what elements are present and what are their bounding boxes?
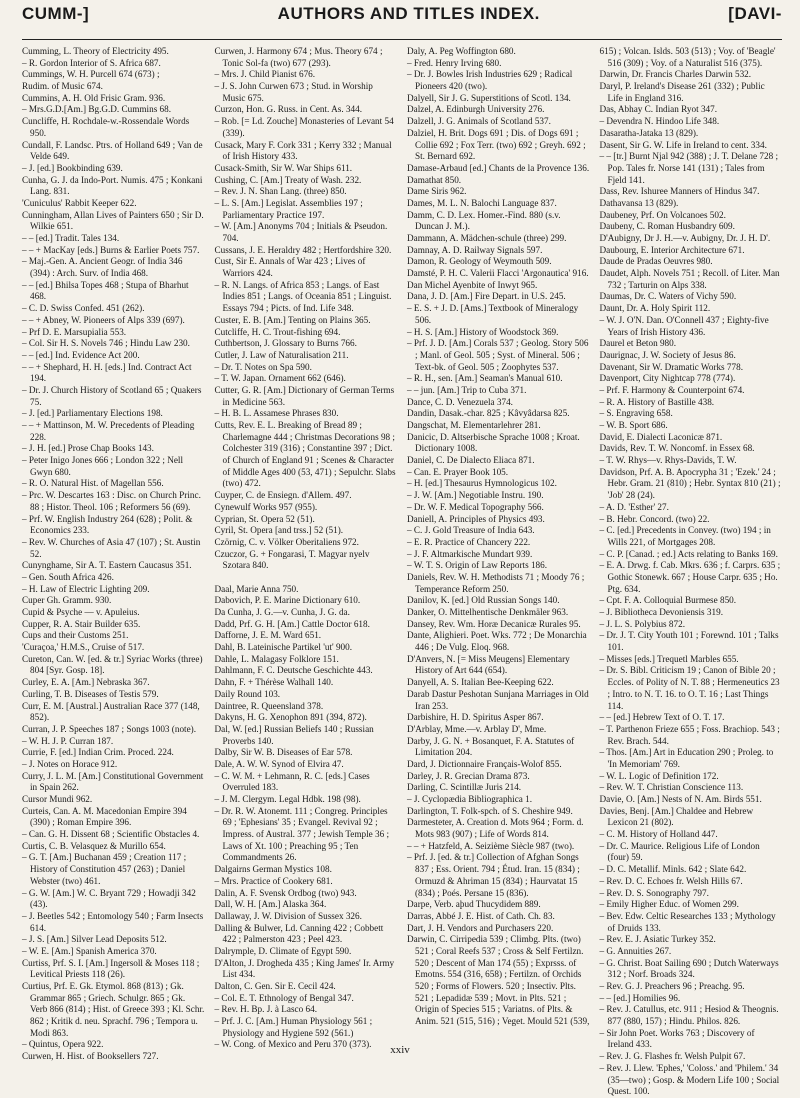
index-entry: – C. J. Gold Treasure of India 643. xyxy=(407,525,535,536)
index-entry: – Rev. W. Churches of Asia 47 (107) ; St. Austin 52. xyxy=(22,536,201,559)
index-entry: Davids, Rev. T. W. Noncomf. in Essex 68. xyxy=(599,443,755,454)
index-entry: – S. Engraving 658. xyxy=(599,408,673,419)
index-entry: Custer, E. B. [Am.] Tenting on Plains 365. xyxy=(214,314,371,325)
index-entry: Darby, J. G. N. + Bosanquet, F. A. Statutes of Limitation 204. xyxy=(407,735,575,758)
index-entry: Daurel et Beton 980. xyxy=(599,338,677,349)
index-entry: Dalyell, Sir J. G. Superstitions of Scotl. 134. xyxy=(407,92,571,103)
index-entry: Dasent, Sir G. W. Life in Ireland to cent. 334. xyxy=(599,139,767,150)
index-entry: Dathavansa 13 (829). xyxy=(599,197,679,208)
index-entry: – J. Beetles 542 ; Entomology 540 ; Farm Insects 614. xyxy=(22,910,204,933)
index-entry: – – jun. [Am.] Trip to Cuba 371. xyxy=(407,384,527,395)
index-entry: – T. Parthenon Frieze 655 ; Foss. Brachiop. 543 ; Rev. Brach. 544. xyxy=(599,723,780,746)
index-entry: – Rev. G. J. Preachers 96 ; Preachg. 95. xyxy=(599,981,745,991)
index-entry: D'Arblay, Mme.—v. Arblay D', Mme. xyxy=(407,723,547,734)
index-entry: Curling, T. B. Diseases of Testis 579. xyxy=(22,688,159,699)
index-entry: Davidson, Prf. A. B. Apocrypha 31 ; 'Ezek.' 24 ; Hebr. Gram. 21 (810) ; Hebr. Syntax 810 (21) ; 'Job' 28 (24). xyxy=(599,466,781,501)
index-entry: Darwin, Dr. Francis Charles Darwin 532. xyxy=(599,69,752,80)
index-entry: Dallaway, J. W. Division of Sussex 326. xyxy=(214,910,362,921)
index-entry: – C. D. Swiss Confed. 451 (262). xyxy=(22,303,145,314)
index-entry: – Prc. W. Descartes 163 : Disc. on Church Princ. 88 ; Histor. Theol. 106 ; Reformers 56 (69). xyxy=(22,490,201,512)
index-entry: Daudet, Alph. Novels 751 ; Recoll. of Liter. Man 732 ; Tarturin on Alps 338. xyxy=(599,268,780,290)
index-entry: Dal, W. [ed.] Russian Beliefs 140 ; Russian Proverbs 140. xyxy=(214,723,374,746)
index-entry: Darlington, T. Folk-spch. of S. Cheshire 949. xyxy=(407,805,573,816)
index-entry: Dansey, Rev. Wm. Horæ Decanicæ Rurales 95. xyxy=(407,618,581,629)
index-entry: – Rev. H. Bp. J. à Lasco 64. xyxy=(214,1004,317,1015)
index-entry: Cundall, F. Landsc. Ptrs. of Holland 649 ; Van de Velde 649. xyxy=(22,139,203,162)
index-entry: Daniell, A. Principles of Physics 493. xyxy=(407,513,545,524)
index-entry: – Col. E. T. Ethnology of Bengal 347. xyxy=(214,992,354,1003)
index-entry: Daryl, P. Ireland's Disease 261 (332) ; Public Life in England 316. xyxy=(599,81,765,103)
index-entry: – W. B. Sport 686. xyxy=(599,420,668,430)
index-entry: – J. H. [ed.] Prose Chap Books 143. xyxy=(22,443,154,454)
index-entry: Dahn, F. + Thérèse Walhall 140. xyxy=(214,677,334,688)
index-entry: – R. O. Natural Hist. of Magellan 556. xyxy=(22,478,164,489)
index-entry: Darab Dastur Peshotan Sunjana Marriages in Old Iran 253. xyxy=(407,688,589,711)
index-entry: Cynewulf Works 957 (955). xyxy=(214,501,318,512)
index-entry: – W. L. Logic of Definition 172. xyxy=(599,770,719,781)
index-entry: Danicic, D. Altserbische Sprache 1008 ; Kroat. Dictionary 1008. xyxy=(407,431,580,454)
index-entry: Curley, E. A. [Am.] Nebraska 367. xyxy=(22,677,150,688)
index-entry: – Rev. J. N. Shan Lang. (three) 850. xyxy=(214,186,347,197)
index-entry: – Fred. Henry Irving 680. xyxy=(407,57,502,68)
index-entry: – Quintus, Opera 922. xyxy=(22,1039,104,1050)
index-entry: – – + Shephard, H. H. [eds.] Ind. Contract Act 194. xyxy=(22,361,192,384)
index-entry: D'Aubigny, Dr J. H.—v. Aubigny, Dr. J. H. D'. xyxy=(599,233,771,243)
index-entry: – Can. E. Prayer Book 105. xyxy=(407,466,509,477)
index-entry: Cuthbertson, J. Glossary to Burns 766. xyxy=(214,338,357,349)
index-entry: – T. W. Rhys—v. Rhys-Davids, T. W. xyxy=(599,455,737,466)
index-entry: Czörnig, C. v. Völker Oberitaliens 972. xyxy=(214,536,359,547)
index-entry: – G. T. [Am.] Buchanan 459 ; Creation 117 ; History of Constitution 457 (263) ; Daniel Webster (two) 461. xyxy=(22,852,187,886)
index-entry: Curzon, Hon. G. Russ. in Cent. As. 344. xyxy=(214,104,363,115)
index-entry: Dana, J. D. [Am.] Fire Depart. in U.S. 245. xyxy=(407,291,566,302)
index-entry: Cusack-Smith, Sir W. War Ships 611. xyxy=(214,162,353,173)
index-entry: – H. S. [Am.] History of Woodstock 369. xyxy=(407,326,559,337)
index-entry: – Dr. T. Notes on Spa 590. xyxy=(214,361,312,372)
index-entry: Dart, J. H. Vendors and Purchasers 220. xyxy=(407,922,554,933)
index-entry: – Cpt. F. A. Colloquial Burmese 850. xyxy=(599,595,737,606)
index-entry: Darmesteter, A. Creation d. Mots 964 ; Form. d. Mots 983 (907) ; Life of Words 814. xyxy=(407,817,584,840)
index-entry: Danker, O. Mittelhentische Denkmäler 963. xyxy=(407,607,569,617)
index-entry: Dame Siris 962. xyxy=(407,186,467,197)
page-number: xxiv xyxy=(390,1044,410,1056)
index-entry: Czuczor, G. + Fongarasi, T. Magyar nyelv Szotara 840. xyxy=(214,548,370,571)
index-entry: Davenant, Sir W. Dramatic Works 778. xyxy=(599,361,744,372)
index-entry: Dale, A. W. W. Synod of Elvira 47. xyxy=(214,758,344,769)
index-entry: Daumas, Dr. C. Waters of Vichy 590. xyxy=(599,291,737,302)
index-entry: Cups and their Customs 251. xyxy=(22,630,129,641)
index-entry: – G. Annuities 267. xyxy=(599,945,672,956)
index-entry: – L. S. [Am.] Legislat. Assemblies 197 ; Parliamentary Practice 197. xyxy=(214,197,363,220)
index-entry: – H. [ed.] Thesaurus Hymnologicus 102. xyxy=(407,478,557,489)
index-entry: Dahle, L. Malagasy Folklore 151. xyxy=(214,653,339,664)
index-column-4 xyxy=(599,46,783,1097)
index-entry: – Prf D. E. Marsupialia 553. xyxy=(22,326,127,337)
index-entry: – C. [ed.] Precedents in Convey. (two) 194 ; in Wills 221, of Mortgages 208. xyxy=(599,525,771,547)
index-entry: Cutter, G. R. [Am.] Dictionary of German Terms in Medicine 563. xyxy=(214,384,395,407)
index-entry: Dass, Rev. Ishuree Manners of Hindus 347. xyxy=(599,186,760,197)
index-entry: Dafforne, J. E. M. Ward 651. xyxy=(214,630,322,641)
index-entry: D'Alton, J. Drogheda 435 ; King James' Ir. Army List 434. xyxy=(214,957,395,980)
index-entry: – Dr. J. Church History of Scotland 65 ; Quakers 75. xyxy=(22,384,202,407)
index-entry: – Prf. F. Harmony & Counterpoint 674. xyxy=(599,384,745,395)
index-entry: – J. F. Altmarkische Mundart 939. xyxy=(407,548,533,559)
index-entry: – Rev. J. Catullus, etc. 911 ; Hesiod & Theognis. 877 (880, 157) ; Hindu. Philos. 826. xyxy=(599,1004,779,1027)
index-entry: Dalby, Sir W. B. Diseases of Ear 578. xyxy=(214,747,353,758)
index-entry: – Rev. D. C. Echoes fr. Welsh Hills 67. xyxy=(599,875,743,886)
index-entry: Cushing, C. [Am.] Treaty of Wash. 232. xyxy=(214,174,362,185)
index-entry: – – [tr.] Burnt Njal 942 (388) ; J. T. Delane 728 ; Pop. Tales fr. Norse 141 (131) ; Tales from Fjeld 141. xyxy=(599,151,779,185)
index-entry: – Prf. J. [ed. & tr.] Collection of Afghan Songs 837 ; Ess. Orient. 794 ; Étud. Iran. 15 (834) ; Ormuzd & Ahriman 15 (834) ; Haurvatat 15 (834) ; Poés. Persane 15 (836). xyxy=(407,852,580,898)
index-entry: Daubeny, C. Roman Husbandry 609. xyxy=(599,221,735,232)
index-entry: – Mrs. J. Child Pianist 676. xyxy=(214,69,316,80)
index-entry: Curry, J. L. M. [Am.] Constitutional Government in Spain 262. xyxy=(22,770,204,793)
index-entry: Cunningham, Allan Lives of Painters 650 ; Sir D. Wilkie 651. xyxy=(22,209,204,232)
index-entry: – – [ed.] Tradit. Tales 134. xyxy=(22,233,120,243)
index-entry: – Prf. W. English Industry 264 (628) ; Polit. & Economics 233. xyxy=(22,513,193,536)
index-entry: D'Anvers, N. [= Miss Meugens] Elementary History of Art 644 (654). xyxy=(407,653,570,676)
index-entry: – R. N. Langs. of Africa 853 ; Langs. of East Indies 851 ; Langs. of Oceania 851 ; Linguist. Essays 794 ; Picts. of Ind. Life 348. xyxy=(214,279,392,314)
index-entry: Darwin, C. Cirripedia 539 ; Climbg. Plts. (two) 521 ; Coral Reefs 537 ; Cross & Self Fertilzn. 520 ; Descent of Man 174 (55) ; Exprsss. of Emotns. 554 (316, 658) ; Fertilzn. of Orchids 520 ; Forms of Flowers. 520 ; Insectiv. Plts. 521 ; Lepadidæ 539 ; Movt. in Plts. 521 ; Origin of Species 515 ; Variatns. of Plts. & Anim. 521 (515, 516) ; Veget. Mould 521 (539, xyxy=(407,934,590,1027)
index-entry: Dan Michel Ayenbite of Inwyt 965. xyxy=(407,279,538,290)
index-entry: – Dr. S. Bibl. Criticism 19 ; Canon of Bible 20 ; Eccles. of Polity of N. T. 88 ; Hermeneutics 23 ; Intro. to N. T. 16. to O. T. 16 ; Last Things 114. xyxy=(599,665,780,711)
index-entry: Cyprian, St. Opera 52 (51). xyxy=(214,513,315,524)
index-entry: Darley, J. R. Grecian Drama 873. xyxy=(407,770,530,781)
index-entry: Daniel, C. De Dialecto Eliaca 871. xyxy=(407,455,535,466)
index-entry: – C. P. [Canad. ; ed.] Acts relating to Banks 169. xyxy=(599,548,778,559)
index-entry: Curran, J. P. Speeches 187 ; Songs 1003 (note). xyxy=(22,723,197,734)
index-entry: – Bev. Edw. Celtic Researches 133 ; Mythology of Druids 133. xyxy=(599,910,776,933)
index-entry: Curteis, Can. A. M. Macedonian Empire 394 (390) ; Roman Empire 396. xyxy=(22,805,187,828)
index-entry: – Thos. [Am.] Art in Education 290 ; Proleg. to 'In Memoriam' 769. xyxy=(599,747,774,769)
index-entry: Damm, C. D. Lex. Homer.-Find. 880 (s.v. Duncan J. M.). xyxy=(407,209,561,232)
index-entry: Da Cunha, J. G.—v. Cunha, J. G. da. xyxy=(214,607,350,617)
index-entry: Curwen, H. Hist. of Booksellers 727. xyxy=(22,1051,159,1062)
index-entry: – R. A. History of Bastille 438. xyxy=(599,396,715,407)
index-entry: – – + Mattinson, M. W. Precedents of Pleading 228. xyxy=(22,420,195,442)
index-entry: Daal, Marie Anna 750. xyxy=(214,583,299,594)
index-entry: – W. Cong. of Mexico and Peru 370 (373). xyxy=(214,1039,372,1050)
index-entry: Rudim. of Music 674. xyxy=(22,81,103,92)
index-entry: Cutcliffe, H. C. Trout-fishing 694. xyxy=(214,326,341,337)
index-entry: – Maj.-Gen. A. Ancient Geogr. of India 346 (394) : Arch. Surv. of India 468. xyxy=(22,256,183,279)
index-entry: Dante, Alighieri. Poet. Wks. 772 ; De Monarchia 446 ; De Vulg. Eloq. 968. xyxy=(407,630,587,653)
index-entry: – – + MacKay [eds.] Burns & Earlier Poets 757. xyxy=(22,244,200,255)
index-entry: – Dr. J. Bowles Irish Industries 629 ; Radical Pioneers 420 (two). xyxy=(407,69,573,92)
index-entry: Damathat 850. xyxy=(407,174,462,185)
index-entry: Cunynghame, Sir A. T. Eastern Caucasus 351. xyxy=(22,560,192,571)
index-entry: 615) ; Volcan. Islds. 503 (513) ; Voy. of 'Beagle' 516 (309) ; Voy. of a Naturalist 516 (375). xyxy=(599,46,776,68)
index-entry: – J. Cyclopædia Bibliographica 1. xyxy=(407,794,533,804)
index-entry: Das, Abhay C. Indian Ryot 347. xyxy=(599,104,718,115)
index-entry: – – [ed.] Hebrew Text of O. T. 17. xyxy=(599,712,725,723)
index-entry: – – + Abney, W. Pioneers of Alps 339 (697). xyxy=(22,314,185,325)
index-entry: Cuyper, C. de Ensiegn. d'Allem. 497. xyxy=(214,490,352,501)
index-entry: – Rev. W. T. Christian Conscience 113. xyxy=(599,782,744,793)
index-entry: Cumming, L. Theory of Electricity 495. xyxy=(22,46,169,56)
index-entry: – E. R. Practice of Chancery 222. xyxy=(407,536,531,547)
index-entry: – – + Hatzfeld, A. Seizième Siècle 987 (two). xyxy=(407,840,575,851)
page-header xyxy=(22,0,782,40)
index-entry: Curtis, C. B. Velasquez & Murillo 654. xyxy=(22,840,166,851)
index-entry: – J. W. [Am.] Negotiable Instru. 190. xyxy=(407,490,544,501)
index-entry: – Prf. J. D. [Am.] Corals 537 ; Geolog. Story 506 ; Manl. of Geol. 505 ; Syst. of Mineral. 506 ; Text-bk. of Geol. 505 ; Zoophytes 537. xyxy=(407,338,589,372)
index-entry: Dall, W. H. [Am.] Alaska 364. xyxy=(214,899,327,910)
index-entry: Dahlmann, F. C. Deutsche Geschichte 443. xyxy=(214,665,373,676)
index-entry: – Can. G. H. Dissent 68 ; Scientific Obstacles 4. xyxy=(22,829,200,840)
index-entry: – W. E. [Am.] Spanish America 370. xyxy=(22,945,157,956)
index-entry: – Dr. J. T. City Youth 101 ; Forewnd. 101 ; Talks 101. xyxy=(599,630,779,653)
index-entry: Cust, Sir E. Annals of War 423 ; Lives of Warriors 424. xyxy=(214,256,366,279)
index-entry: Damase-Arbaud [ed.] Chants de la Provence 136. xyxy=(407,162,590,173)
index-entry: Cupper, R. A. Stair Builder 635. xyxy=(22,618,141,629)
index-entry: Dalzel, A. Edinburgh University 276. xyxy=(407,104,545,115)
index-entry: – Rev. D. S. Sonography 797. xyxy=(599,887,709,898)
index-entry: – J. [ed.] Parliamentary Elections 198. xyxy=(22,408,163,419)
index-entry: – – [ed.] Bhilsa Topes 468 ; Stupa of Bharhut 468. xyxy=(22,279,189,302)
index-entry: – A. D. 'Esther' 27. xyxy=(599,501,669,512)
index-entry: – – [ed.] Homilies 96. xyxy=(599,992,681,1003)
index-entry: – E. S. + J. D. [Ams.] Textbook of Mineralogy 506. xyxy=(407,303,579,325)
index-entry: Dard, J. Dictionnaire Français-Wolof 855. xyxy=(407,758,562,769)
index-entry: Dabovich, P. E. Marine Dictionary 610. xyxy=(214,595,361,606)
index-column-3 xyxy=(407,46,590,1046)
index-entry: – J. S. John Curwen 673 ; Stud. in Worship Music 675. xyxy=(214,81,373,103)
index-entry: – E. A. Drwg. f. Cab. Mkrs. 636 ; f. Carprs. 635 ; Gothic Stonewk. 667 ; House Carpr. 635 ; Ho. Ptg. 634. xyxy=(599,560,781,594)
index-entry: David, E. Dialecti Laconicæ 871. xyxy=(599,431,723,442)
index-entry: – Rob. [= Ld. Zouche] Monasteries of Levant 54 (339). xyxy=(214,116,394,138)
index-entry: – R. Gordon Interior of S. Africa 687. xyxy=(22,57,161,68)
index-entry: Dalrymple, D. Climate of Egypt 590. xyxy=(214,945,352,956)
index-entry: – Prf. J. C. [Am.] Human Physiology 561 ; Physiology and Hygiene 592 (561.) xyxy=(214,1016,373,1038)
index-entry: Curwen, J. Harmony 674 ; Mus. Theory 674 ; Tonic Sol-fa (two) 677 (293). xyxy=(214,46,383,68)
index-entry: – G. W. [Am.] W. C. Bryant 729 ; Howadji 342 (43). xyxy=(22,887,196,910)
index-entry: Daurignac, J. W. Society of Jesus 86. xyxy=(599,349,736,360)
index-entry: – Emily Higher Educ. of Women 299. xyxy=(599,899,739,910)
index-entry: Dalgairns German Mystics 108. xyxy=(214,864,332,875)
index-entry: Dadd, Prf. G. H. [Am.] Cattle Doctor 618. xyxy=(214,618,370,629)
index-entry: – W. [Am.] Anonyms 704 ; Initials & Pseudon. 704. xyxy=(214,221,388,243)
index-entry: – J. M. Clergym. Legal Hdbk. 198 (98). xyxy=(214,794,361,804)
index-entry: Damon, R. Geology of Weymouth 509. xyxy=(407,256,552,267)
index-entry: Danyell, A. S. Italian Bee-Keeping 622. xyxy=(407,677,554,688)
index-entry: – Mrs.G.D.[Am.] Bg.G.D. Cummins 68. xyxy=(22,104,172,115)
index-column-1 xyxy=(22,46,205,1062)
index-entry: – W. T. S. Origin of Law Reports 186. xyxy=(407,560,548,571)
index-entry: Dammann, A. Mädchen-schule (three) 299. xyxy=(407,233,567,243)
index-entry xyxy=(215,572,398,584)
index-entry: – Rev. J. Llew. 'Ephes,' 'Coloss.' and 'Philem.' 34 (35—two) ; Gosp. & Modern Life 100 ; Social Quest. 100. xyxy=(599,1062,780,1097)
index-entry: Cutts, Rev. E. L. Breaking of Bread 89 ; Charlemagne 444 ; Christmas Decorations 98 ; Colchester 319 (316) ; Constantine 397 ; Dict. of Church of England 91 ; Scenes & Character of Middle Ages 400 (53, 471) ; Sepulchr. Slabs (two) 472. xyxy=(214,420,396,489)
index-entry: Cusack, Mary F. Cork 331 ; Kerry 332 ; Manual of Irish History 433. xyxy=(214,139,392,162)
index-entry: – B. Hebr. Concord. (two) 22. xyxy=(599,513,710,524)
index-entry: – J. S. [Am.] Silver Lead Deposits 512. xyxy=(22,934,167,945)
index-entry: – Rev. J. G. Flashes fr. Welsh Pulpit 67. xyxy=(599,1051,746,1062)
header-right: [DAVI- xyxy=(728,4,782,23)
index-entry: – W. J. O'N. Dan. O'Connell 437 ; Eighty-five Years of Irish History 436. xyxy=(599,314,769,337)
index-entry: Curr, E. M. [Austral.] Australian Race 377 (148, 852). xyxy=(22,700,200,723)
index-entry: Cuncliffe, H. Rochdale-w.-Rossendale Words 950. xyxy=(22,116,190,138)
index-entry: – G. Christ. Boat Sailing 690 ; Dutch Waterways 312 ; Norf. Broads 324. xyxy=(599,957,779,980)
index-entry: – Dr. W. F. Medical Topography 566. xyxy=(407,501,544,512)
index-entry: – J. Bibliotheca Devoniensis 319. xyxy=(599,607,724,617)
index-entry: Darling, C. Scintillæ Juris 214. xyxy=(407,782,522,793)
index-entry: Cursor Mundi 962. xyxy=(22,794,93,804)
index-entry: Daly, A. Peg Woffington 680. xyxy=(407,46,516,56)
index-entry: – C. M. History of Holland 447. xyxy=(599,829,718,840)
index-entry: Dasaratha-Jataka 13 (829). xyxy=(599,127,699,138)
index-entry: Dangschat, M. Elementarlehrer 281. xyxy=(407,420,541,430)
index-entry: Darpe, Verb. aþud Thucydidem 889. xyxy=(407,899,541,910)
index-entry: – D. C. Metallif. Minls. 642 ; Slate 642. xyxy=(599,864,747,875)
index-entry: – Col. Sir H. S. Novels 746 ; Hindu Law 230. xyxy=(22,338,190,349)
index-entry: 'Curaçoa,' H.M.S., Cruise of 517. xyxy=(22,642,145,653)
index-entry: – J. Notes on Horace 912. xyxy=(22,758,118,769)
index-entry: Darbishire, H. D. Spiritus Asper 867. xyxy=(407,712,544,723)
index-entry: Daintree, R. Queensland 378. xyxy=(214,700,324,711)
index-entry: Dalton, C. Gen. Sir E. Cecil 424. xyxy=(214,981,336,991)
index-entry: Dahl, B. Lateinische Partikel 'ut' 900. xyxy=(214,642,353,653)
index-entry: Dames, M. L. N. Balochi Language 837. xyxy=(407,197,557,208)
index-entry: 'Cuniculus' Rabbit Keeper 622. xyxy=(22,197,137,208)
index-entry: – R. H., sen. [Am.] Seaman's Manual 610. xyxy=(407,373,563,384)
index-entry: Davies, Benj. [Am.] Chaldee and Hebrew Lexicon 21 (802). xyxy=(599,805,754,828)
index-entry: – Dr. R. W. Atonemt. 111 ; Congreg. Principles 69 ; 'Ephesians' 35 ; Evangel. Revival 92 ; Impress. of Austral. 377 ; Jewish Temple 36 ; Laws of Xt. 100 ; Preaching 95 ; Ten Commandments 26. xyxy=(214,805,390,863)
index-entry: Dalzell, J. G. Animals of Scotland 537. xyxy=(407,116,551,127)
index-entry: Damsté, P. H. C. Valerii Flacci 'Argonautica' 916. xyxy=(407,268,589,279)
index-entry: Davie, O. [Am.] Nests of N. Am. Birds 551. xyxy=(599,794,762,804)
index-entry: – T. W. Japan. Ornament 662 (646). xyxy=(214,373,346,384)
header-left: CUMM-] xyxy=(22,4,90,23)
index-entry: Cummings, W. H. Purcell 674 (673) ; xyxy=(22,69,160,80)
index-entry: Davenport, City Nightcap 778 (774). xyxy=(599,373,736,384)
index-entry: Cyril, St. Opera [and trss.] 52 (51). xyxy=(214,525,344,536)
index-entry: Dakyns, H. G. Xenophon 891 (394, 872). xyxy=(214,712,367,723)
index-column-2 xyxy=(214,46,398,1050)
index-entry: Darras, Abbé J. E. Hist. of Cath. Ch. 83. xyxy=(407,910,555,921)
index-entry: – Devendra N. Hindoo Life 348. xyxy=(599,116,720,127)
index-entry: – J. [ed.] Bookbinding 639. xyxy=(22,162,123,173)
index-entry: – Misses [eds.] Trequetl Marbles 655. xyxy=(599,653,739,664)
index-entry: Cupid & Psyche — v. Apuleius. xyxy=(22,607,140,617)
index-entry: Cummins, A. H. Old Frisic Gram. 936. xyxy=(22,92,166,103)
header-title: AUTHORS AND TITLES INDEX. xyxy=(277,4,540,23)
index-entry: Daily Round 103. xyxy=(214,688,281,699)
index-entry: Dance, C. D. Venezuela 374. xyxy=(407,396,513,407)
index-entry: Daniels, Rev. W. H. Methodists 71 ; Moody 76 ; Temperance Reform 250. xyxy=(407,571,585,594)
index-entry: Cunha, G. J. da Indo-Port. Numis. 475 ; Konkani Lang. 831. xyxy=(22,174,203,197)
index-entry: Curtiss, Prf. S. I. [Am.] Ingersoll & Moses 118 ; Levitical Priests 118 (26). xyxy=(22,957,200,980)
index-entry: Dalin, A. F. Svensk Ordbog (two) 943. xyxy=(214,887,357,898)
index-entry: Damnay, A. D. Railway Signals 597. xyxy=(407,244,543,255)
index-entry: Currie, F. [ed.] Indian Crim. Proced. 224. xyxy=(22,747,174,758)
index-entry: – – [ed.] Ind. Evidence Act 200. xyxy=(22,349,140,360)
index-entry: Dandin, Dasak.-char. 825 ; Kâvyâdarsa 825. xyxy=(407,408,570,419)
index-entry: Daude de Pradas Oeuvres 980. xyxy=(599,256,713,267)
index-entry: – W. H. J. P. Curran 187. xyxy=(22,735,114,746)
index-entry: Cussans, J. E. Heraldry 482 ; Hertfordshire 320. xyxy=(214,244,392,255)
index-entry: Danilov, K. [ed.] Old Russian Songs 140. xyxy=(407,595,560,606)
index-entry: – Mrs. Practice of Cookery 681. xyxy=(214,875,333,886)
index-entry: – C. W. M. + Lehmann, R. C. [eds.] Cases Overruled 183. xyxy=(214,770,370,793)
index-entry: Dalling & Bulwer, Ld. Canning 422 ; Cobbett 422 ; Palmerston 423 ; Peel 423. xyxy=(214,922,384,945)
index-entry: – Dr. C. Maurice. Religious Life of London (four) 59. xyxy=(599,840,760,863)
index-entry: Daubeney, Prf. On Volcanoes 502. xyxy=(599,209,726,220)
index-entry: – H. B. L. Assamese Phrases 830. xyxy=(214,408,339,419)
index-entry: – Gen. South Africa 426. xyxy=(22,571,114,582)
index-entry: Daubourg, E. Interior Architecture 671. xyxy=(599,244,745,255)
index-entry: Cureton, Can. W. [ed. & tr.] Syriac Works (three) 804 [Syr. Gosp. 18]. xyxy=(22,653,203,676)
index-entry: – Peter Inigo Jones 666 ; London 322 ; Nell Gwyn 680. xyxy=(22,455,184,477)
index-entry: – J. L. S. Polybius 872. xyxy=(599,618,686,629)
index-entry: Daunt, Dr. A. Holy Spirit 112. xyxy=(599,303,711,314)
index-entry: – Sir John Poet. Works 763 ; Discovery of Ireland 433. xyxy=(599,1027,755,1050)
index-entry: Curtius, Prf. E. Gk. Etymol. 868 (813) ; Gk. Grammar 865 ; Griech. Schulgr. 865 ; Gk. Verb 866 (814) ; Hist. of Greece 393 ; Kl. Schr. 862 ; Kritik d. neu. Sprachf. 796 ; Tempora u. Modi 863. xyxy=(22,981,205,1038)
index-entry: Dalziel, H. Brit. Dogs 691 ; Dis. of Dogs 691 ; Collie 692 ; Fox Terr. (two) 692 ; Greyh. 692 ; St. Bernard 692. xyxy=(407,127,586,162)
index-entry: Cuper Gh. Gramm. 930. xyxy=(22,595,112,606)
index-entry: Cutler, J. Law of Naturalisation 211. xyxy=(214,349,349,360)
index-entry: – H. Law of Electric Lighting 209. xyxy=(22,583,150,594)
index-entry: – Rev. E. J. Asiatic Turkey 352. xyxy=(599,934,716,945)
